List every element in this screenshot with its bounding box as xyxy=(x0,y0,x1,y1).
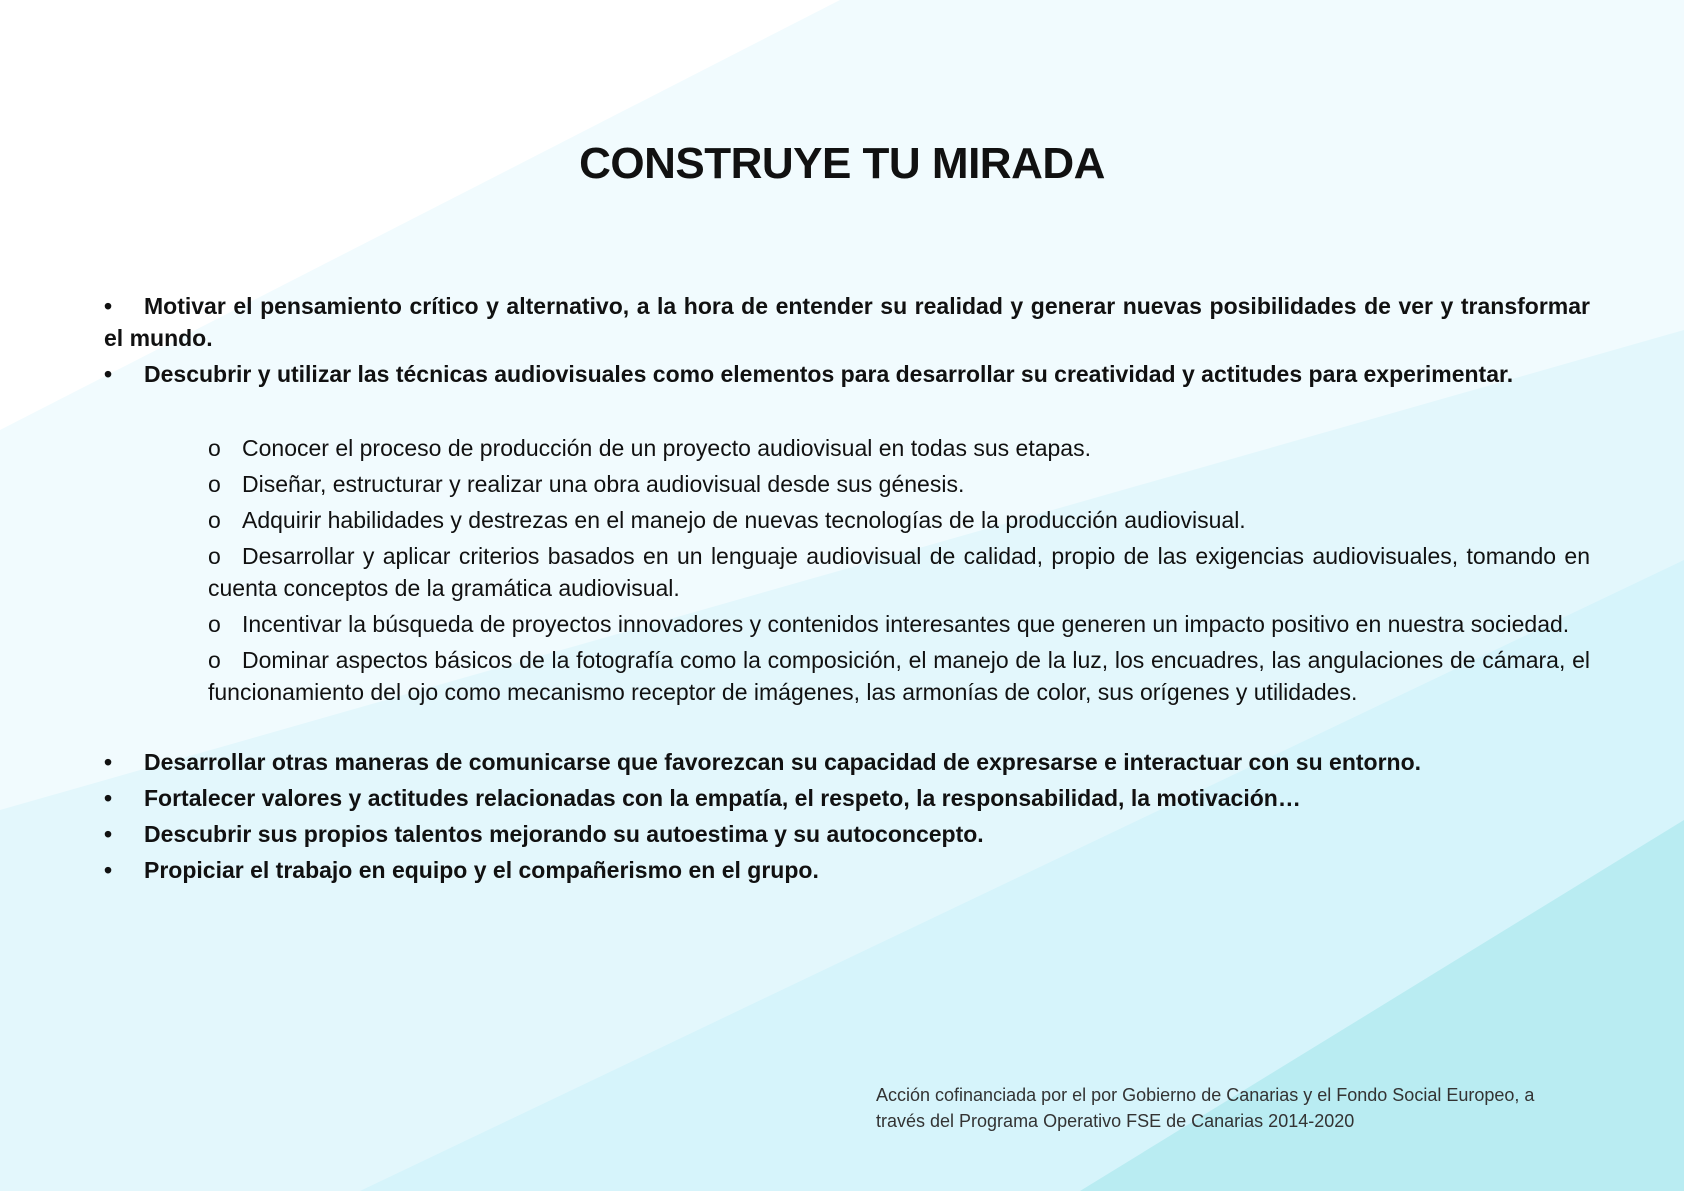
list-item xyxy=(104,290,1590,354)
circle-bullet-icon: o xyxy=(208,507,221,533)
funding-footnote xyxy=(876,1082,1596,1134)
circle-bullet-icon: o xyxy=(208,471,221,497)
circle-bullet-icon: o xyxy=(208,647,221,673)
sub-list-item xyxy=(208,468,1590,500)
sub-list-item-text: Dominar aspectos básicos de la fotografía como la composición, el manejo de la luz, los encuadres, las angulaciones de cámara, el funcionamiento del ojo como mecanismo receptor de imágenes, las armonías de color, sus orígenes y utilidades. xyxy=(208,647,1590,705)
list-item xyxy=(104,746,1590,778)
bullet-icon: • xyxy=(104,821,113,847)
bullet-icon: • xyxy=(104,293,113,319)
sub-list-item-text: Adquirir habilidades y destrezas en el manejo de nuevas tecnologías de la producción audiovisual. xyxy=(242,507,1246,533)
sub-list-item-text: Desarrollar y aplicar criterios basados en un lenguaje audiovisual de calidad, propio de las exigencias audiovisuales, tomando en cuenta conceptos de la gramática audiovisual. xyxy=(208,543,1590,601)
sub-list-item xyxy=(208,504,1590,536)
sub-list-item xyxy=(208,644,1590,708)
page-title: CONSTRUYE TU MIRADA xyxy=(579,139,1105,188)
list-item xyxy=(104,818,1590,850)
list-item-text: Fortalecer valores y actitudes relacionadas con la empatía, el respeto, la responsabilidad, la motivación… xyxy=(144,785,1301,811)
sub-list-item-text: Diseñar, estructurar y realizar una obra audiovisual desde sus génesis. xyxy=(242,471,965,497)
circle-bullet-icon: o xyxy=(208,611,221,637)
circle-bullet-icon: o xyxy=(208,543,221,569)
objectives-list xyxy=(104,290,1590,890)
list-item xyxy=(104,782,1590,814)
footnote-line-1: Acción cofinanciada por el por Gobierno de Canarias y el Fondo Social Europeo, a xyxy=(876,1085,1535,1105)
bullet-icon: • xyxy=(104,785,113,811)
sub-list-item xyxy=(208,432,1590,464)
list-item-text: Descubrir sus propios talentos mejorando su autoestima y su autoconcepto. xyxy=(144,821,984,847)
list-item-text: Motivar el pensamiento crítico y alternativo, a la hora de entender su realidad y generar nuevas posibilidades de ver y transformar el mundo. xyxy=(104,293,1590,351)
bottom-objectives xyxy=(104,746,1590,886)
sub-list-item xyxy=(208,608,1590,640)
bullet-icon: • xyxy=(104,749,113,775)
sub-objectives-list xyxy=(208,432,1590,708)
sub-list-item-text: Conocer el proceso de producción de un proyecto audiovisual en todas sus etapas. xyxy=(242,435,1091,461)
list-item-text: Descubrir y utilizar las técnicas audiovisuales como elementos para desarrollar su creatividad y actitudes para experimentar. xyxy=(144,361,1514,387)
sub-list-item xyxy=(208,540,1590,604)
sub-objectives xyxy=(104,432,1590,708)
bullet-icon: • xyxy=(104,857,113,883)
list-item xyxy=(104,854,1590,886)
bottom-objectives-list xyxy=(104,746,1590,886)
footnote-line-2: través del Programa Operativo FSE de Canarias 2014-2020 xyxy=(876,1111,1355,1131)
list-item-text: Desarrollar otras maneras de comunicarse que favorezcan su capacidad de expresarse e interactuar con su entorno. xyxy=(144,749,1422,775)
sub-list-item-text: Incentivar la búsqueda de proyectos innovadores y contenidos interesantes que generen un impacto positivo en nuestra sociedad. xyxy=(242,611,1570,637)
list-item xyxy=(104,358,1590,390)
circle-bullet-icon: o xyxy=(208,435,221,461)
list-item-text: Propiciar el trabajo en equipo y el compañerismo en el grupo. xyxy=(144,857,819,883)
bullet-icon: • xyxy=(104,361,113,387)
